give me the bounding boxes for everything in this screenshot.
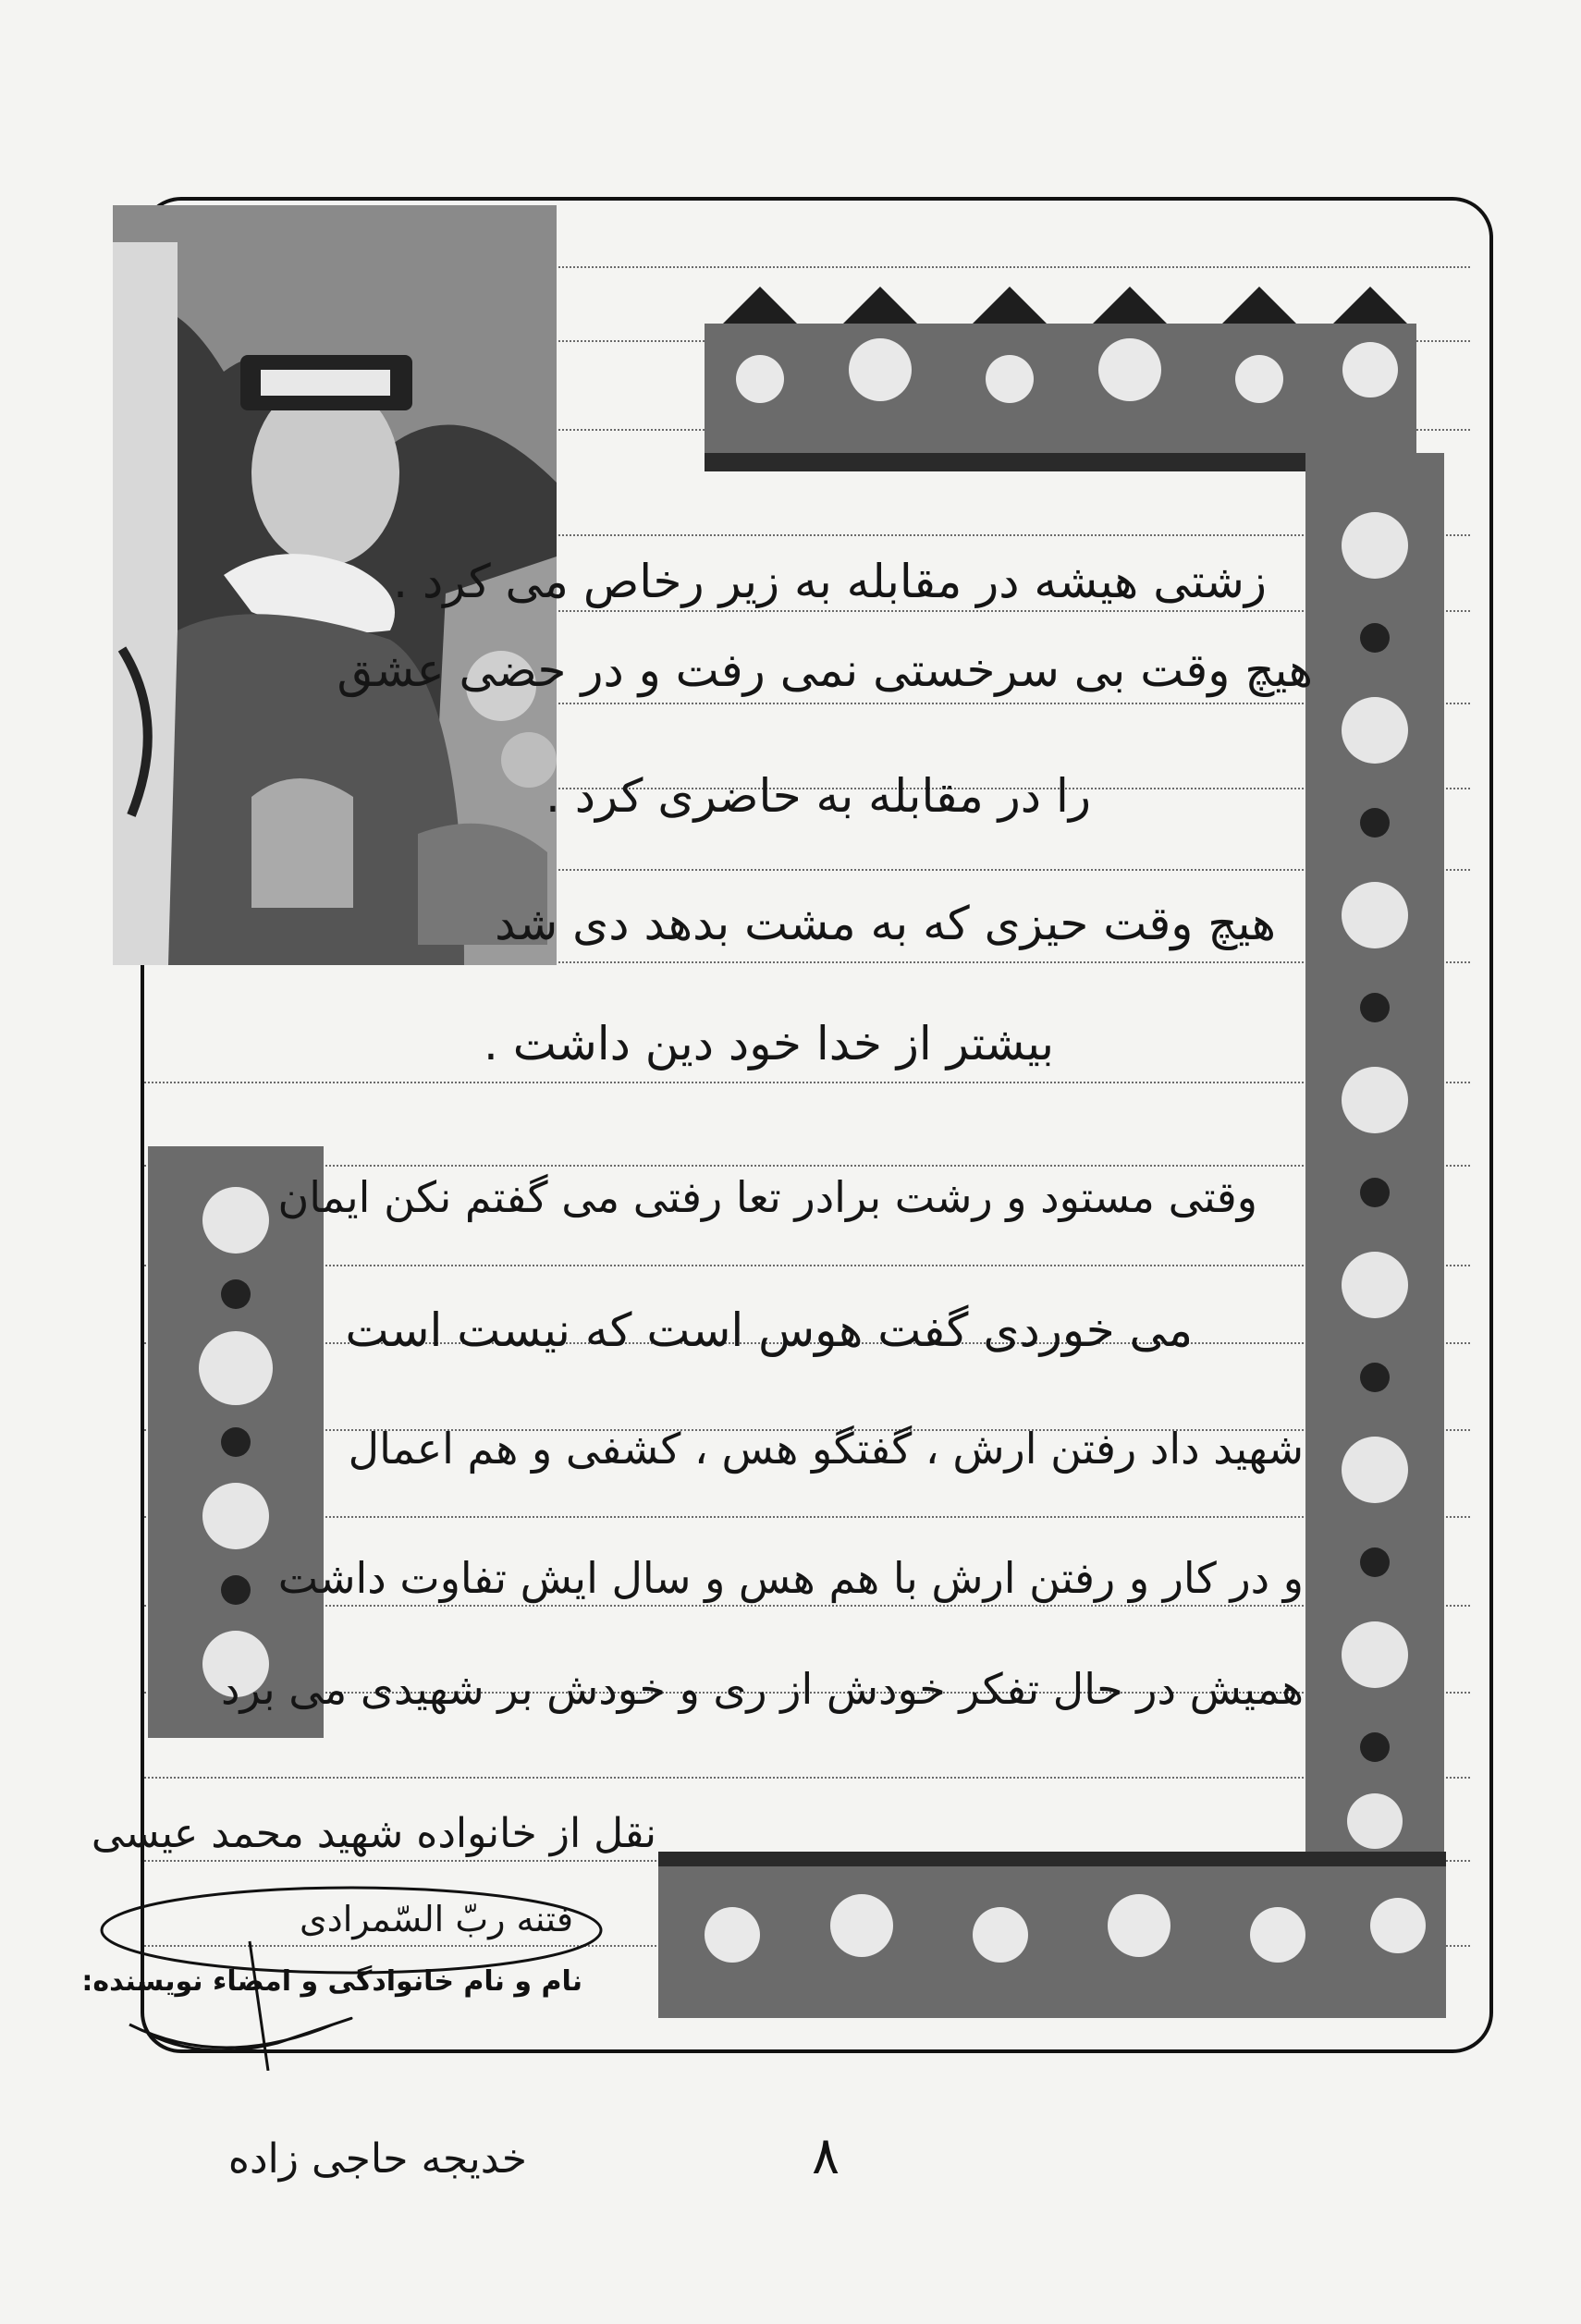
text-line-7: می خوردی گفت هوس است که نیست است — [345, 1303, 1193, 1357]
top-ornament-border — [705, 287, 1416, 471]
bottom-ornament-border — [658, 1852, 1446, 2018]
text-line-4: هیچ وقت حیزی که به مشت بدهد دی شد — [495, 897, 1276, 950]
source-note: نقل از خانواده شهید محمد عیسی — [91, 1810, 656, 1857]
page-number: ۸ — [812, 2126, 840, 2186]
text-line-8: شهید داد رفتن ارش ، گفتگو هس ، کشفی و هم اعمال — [348, 1424, 1304, 1474]
writer-name-label: نام و نام خانوادگی و امضاء نویسنده: — [81, 1965, 582, 1998]
writer-signature-text: فتنه ربّ السّمرادی — [300, 1899, 573, 1939]
text-line-9: و در کار و رفتن ارش با هم هس و سال ایش تفاوت داشت — [277, 1553, 1304, 1603]
left-ornament-border — [148, 1146, 324, 1738]
text-line-5: بیشتر از خدا خود دین داشت . — [483, 1017, 1054, 1070]
right-ornament-border — [1305, 453, 1444, 1886]
text-line-1: زشتی هیشه در مقابله به زیر رخاص می کرد . — [393, 555, 1267, 608]
footer-writer-name: خدیجه حاجی زاده — [227, 2135, 527, 2183]
text-line-10: همیش در حال تفکر خودش از ری و خودش بر شهیدی می برد — [221, 1664, 1304, 1714]
text-line-3: را در مقابله به حاضری کرد . — [545, 769, 1091, 823]
text-line-2: هیچ وقت بی سرخستی نمی رفت و در حضی عشق — [337, 643, 1313, 697]
text-line-6: وقتی مستود و رشت برادر تعا رفتی می گفتم نکن ایمان — [277, 1172, 1257, 1222]
